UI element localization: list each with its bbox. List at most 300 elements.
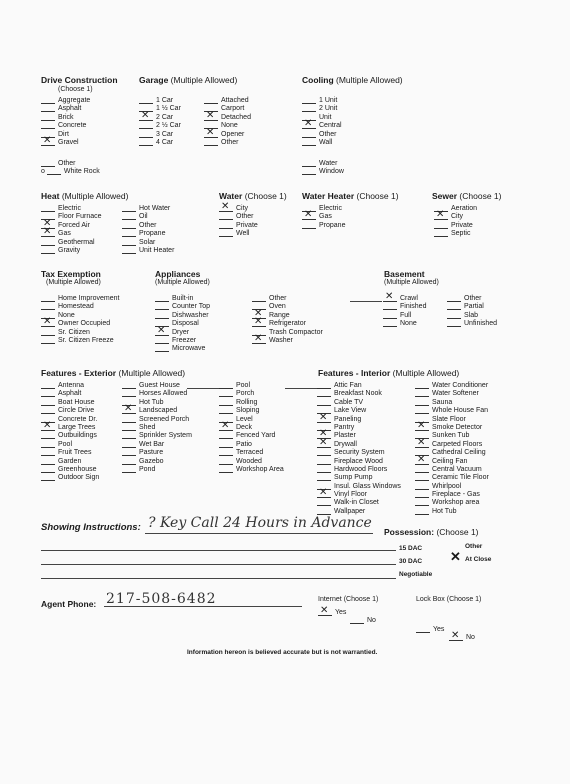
blank-line[interactable] xyxy=(122,382,136,389)
blank-line[interactable] xyxy=(302,131,316,138)
blank-line[interactable] xyxy=(41,474,55,481)
checkbox-item[interactable] xyxy=(41,312,119,320)
item-label: Range xyxy=(269,311,290,319)
checkmark-icon[interactable] xyxy=(41,230,55,237)
checkbox-item[interactable] xyxy=(219,458,284,466)
showing-line-3 xyxy=(41,564,396,565)
blank-line[interactable] xyxy=(415,474,429,481)
checkbox-item[interactable] xyxy=(155,312,210,320)
checkbox-item[interactable] xyxy=(41,432,99,440)
checkbox-item[interactable] xyxy=(302,131,342,139)
checkbox-item[interactable] xyxy=(317,432,401,440)
checkbox-item[interactable] xyxy=(122,449,192,457)
checkmark-icon[interactable] xyxy=(219,424,233,431)
checkbox-item[interactable] xyxy=(415,390,489,398)
blank-line[interactable] xyxy=(317,399,331,406)
blank-line[interactable] xyxy=(204,139,218,146)
blank-line[interactable] xyxy=(41,105,55,112)
checkbox-item[interactable] xyxy=(41,466,99,474)
checkbox-item[interactable] xyxy=(204,114,251,122)
blank-line[interactable] xyxy=(415,399,429,406)
possession-other: Other xyxy=(465,543,483,550)
blank-line[interactable] xyxy=(139,122,153,129)
checkbox-item[interactable] xyxy=(41,449,99,457)
checkbox-item[interactable] xyxy=(415,491,489,499)
checkbox-item[interactable] xyxy=(139,131,181,139)
checkbox-item[interactable] xyxy=(41,303,119,311)
checkbox-item[interactable] xyxy=(41,320,119,328)
checkbox-item[interactable] xyxy=(302,139,342,147)
blank-line[interactable] xyxy=(41,458,55,465)
checkbox-item[interactable] xyxy=(41,382,99,390)
item-label: Hot Tub xyxy=(139,398,164,406)
checkbox-item[interactable] xyxy=(204,139,251,147)
checkbox-item[interactable] xyxy=(383,295,426,303)
blank-line[interactable] xyxy=(155,295,169,302)
checkmark-icon[interactable] xyxy=(122,407,136,414)
checkmark-icon[interactable] xyxy=(317,416,331,423)
checkbox-item[interactable] xyxy=(41,160,100,168)
checkmark-icon[interactable] xyxy=(41,320,55,327)
checkbox-item[interactable] xyxy=(415,432,489,440)
blank-line[interactable] xyxy=(41,407,55,414)
checkbox-item[interactable] xyxy=(252,312,323,320)
blank-line[interactable] xyxy=(41,303,55,310)
checkbox-item[interactable] xyxy=(252,303,323,311)
checkmark-icon[interactable] xyxy=(204,114,218,121)
item-label: Sunken Tub xyxy=(432,432,470,440)
checkbox-item[interactable] xyxy=(317,424,401,432)
blank-line[interactable] xyxy=(317,474,331,481)
blank-line[interactable] xyxy=(252,295,266,302)
blank-line[interactable] xyxy=(415,499,429,506)
checkbox-item[interactable] xyxy=(302,97,342,105)
blank-line[interactable] xyxy=(41,239,55,246)
blank-line[interactable] xyxy=(155,345,169,352)
checkmark-icon[interactable] xyxy=(415,424,429,431)
checkbox-item[interactable] xyxy=(41,407,99,415)
blank-line[interactable] xyxy=(122,449,136,456)
item-label: Lake View xyxy=(334,407,367,415)
checkbox-item[interactable] xyxy=(219,390,284,398)
checkbox-item[interactable] xyxy=(155,345,210,353)
basement-sub: (Multiple Allowed) xyxy=(384,279,439,286)
checkbox-item[interactable] xyxy=(219,449,284,457)
item-label: Gazebo xyxy=(139,457,164,465)
item-label: Greenhouse xyxy=(58,465,97,473)
item-label: Sloping xyxy=(236,407,260,415)
blank-line[interactable] xyxy=(415,491,429,498)
checkbox-item[interactable] xyxy=(317,449,401,457)
item-label: Central Vacuum xyxy=(432,465,482,473)
checkbox-item[interactable] xyxy=(122,399,192,407)
checkbox-item[interactable] xyxy=(302,213,345,221)
checkbox-item[interactable] xyxy=(317,441,401,449)
checkbox-item[interactable] xyxy=(41,474,99,482)
checkbox-item[interactable] xyxy=(122,247,174,255)
checkbox-item[interactable] xyxy=(415,424,489,432)
blank-line[interactable] xyxy=(317,508,331,515)
blank-line[interactable] xyxy=(41,329,55,336)
checkbox-item[interactable] xyxy=(302,105,342,113)
checkmark-icon[interactable] xyxy=(302,122,316,129)
lockbox-no[interactable]: ✕No xyxy=(449,634,570,642)
checkbox-item[interactable] xyxy=(415,441,489,449)
checkbox-item[interactable] xyxy=(219,432,284,440)
checkmark-icon[interactable] xyxy=(317,491,331,498)
blank-line[interactable] xyxy=(415,382,429,389)
checkbox-item[interactable] xyxy=(415,499,489,507)
blank-line[interactable] xyxy=(139,97,153,104)
checkbox-item[interactable] xyxy=(41,390,99,398)
blank-line[interactable] xyxy=(41,295,55,302)
checkbox-item[interactable] xyxy=(41,105,90,113)
checkbox-item[interactable] xyxy=(252,295,323,303)
blank-line[interactable] xyxy=(122,230,136,237)
checkbox-item[interactable] xyxy=(415,407,489,415)
checkbox-item[interactable] xyxy=(447,295,497,303)
blank-line[interactable] xyxy=(122,213,136,220)
checkbox-item[interactable] xyxy=(122,222,174,230)
item-label: 2 Car xyxy=(156,113,174,121)
lockbox-yes[interactable]: Yes xyxy=(416,626,570,634)
checkbox-item[interactable] xyxy=(219,230,258,238)
checkbox-item[interactable] xyxy=(219,222,258,230)
item-label: Hot Tub xyxy=(432,507,457,515)
blank-line[interactable] xyxy=(204,97,218,104)
checkbox-item[interactable] xyxy=(317,483,401,491)
blank-line[interactable] xyxy=(447,320,461,327)
checkbox-item[interactable] xyxy=(122,390,192,398)
item-label: White Rock xyxy=(63,168,100,176)
checkbox-item[interactable] xyxy=(317,416,401,424)
blank-line[interactable] xyxy=(41,390,55,397)
blank-line[interactable] xyxy=(122,458,136,465)
checkmark-icon[interactable] xyxy=(155,329,169,336)
blank-line[interactable] xyxy=(434,230,448,237)
appliances-col2 xyxy=(252,295,323,345)
tax-exemption-title: Tax Exemption xyxy=(41,269,101,279)
lockbox-no-check-icon[interactable] xyxy=(449,634,463,641)
blank-line[interactable] xyxy=(317,458,331,465)
checkmark-icon[interactable] xyxy=(219,205,233,212)
checkbox-item[interactable] xyxy=(41,122,90,130)
checkbox-item[interactable] xyxy=(219,407,284,415)
checkbox-item[interactable] xyxy=(122,239,174,247)
blank-line[interactable] xyxy=(155,303,169,310)
item-label: Sr. Citizen Freeze xyxy=(58,336,114,344)
checkbox-item[interactable] xyxy=(41,114,90,122)
checkbox-item[interactable] xyxy=(41,239,102,247)
checkbox-item[interactable] xyxy=(317,458,401,466)
item-label: Refrigerator xyxy=(269,320,306,328)
checkbox-item[interactable] xyxy=(415,474,489,482)
checkbox-item[interactable] xyxy=(447,303,497,311)
checkbox-item[interactable] xyxy=(252,320,323,328)
blank-line[interactable] xyxy=(41,466,55,473)
checkbox-item[interactable] xyxy=(252,337,323,345)
checkbox-item[interactable] xyxy=(122,213,174,221)
checkbox-item[interactable] xyxy=(155,303,210,311)
checkbox-item[interactable] xyxy=(122,458,192,466)
blank-line[interactable] xyxy=(383,312,397,319)
item-label: Electric xyxy=(58,205,81,212)
item-label: Counter Top xyxy=(172,303,211,311)
checkbox-item[interactable] xyxy=(155,337,210,345)
item-label: Finished xyxy=(400,303,427,311)
checkbox-item[interactable] xyxy=(415,483,489,491)
checkmark-icon[interactable] xyxy=(252,337,266,344)
blank-line[interactable] xyxy=(219,441,233,448)
blank-line[interactable] xyxy=(139,139,153,146)
blank-line[interactable] xyxy=(122,416,136,423)
item-label: Water Conditioner xyxy=(432,382,489,389)
item-label: Whole House Fan xyxy=(432,407,489,415)
blank-line[interactable] xyxy=(302,222,316,229)
checkbox-item[interactable] xyxy=(41,205,102,213)
checkbox-item[interactable] xyxy=(41,295,119,303)
blank-line[interactable] xyxy=(302,168,316,175)
checkbox-item[interactable] xyxy=(317,399,401,407)
checkbox-item[interactable] xyxy=(317,407,401,415)
checkmark-icon[interactable] xyxy=(434,213,448,220)
blank-line[interactable] xyxy=(155,312,169,319)
possession-at-close-check-icon[interactable]: ✕ xyxy=(450,549,461,564)
blank-line[interactable] xyxy=(415,407,429,414)
checkbox-item[interactable] xyxy=(317,466,401,474)
checkmark-icon[interactable] xyxy=(41,139,55,146)
blank-line[interactable] xyxy=(219,222,233,229)
internet-no[interactable]: No xyxy=(350,617,570,625)
item-label: Attached xyxy=(221,97,249,104)
blank-line[interactable] xyxy=(415,390,429,397)
blank-line[interactable] xyxy=(219,449,233,456)
showing-instructions-handwritten: ? Key Call 24 Hours in Advance xyxy=(148,515,372,531)
item-label: 1 Car xyxy=(156,97,174,104)
blank-line[interactable] xyxy=(41,432,55,439)
blank-line[interactable] xyxy=(122,390,136,397)
checkbox-item[interactable] xyxy=(302,222,345,230)
item-label: Large Trees xyxy=(58,423,96,431)
checkbox-item[interactable] xyxy=(122,432,192,440)
checkbox-item[interactable] xyxy=(415,466,489,474)
item-label: Aggregate xyxy=(58,97,91,104)
checkbox-item[interactable] xyxy=(41,424,99,432)
blank-line[interactable] xyxy=(219,230,233,237)
checkbox-item[interactable] xyxy=(415,508,489,516)
item-label: Level xyxy=(236,415,253,423)
blank-line[interactable] xyxy=(447,295,461,302)
blank-line[interactable] xyxy=(122,441,136,448)
checkbox-item[interactable] xyxy=(219,213,258,221)
checkbox-item[interactable] xyxy=(415,382,489,390)
blank-line[interactable] xyxy=(415,483,429,490)
checkbox-item[interactable] xyxy=(41,230,102,238)
checkbox-item[interactable] xyxy=(317,499,401,507)
blank-line[interactable] xyxy=(122,239,136,246)
checkbox-item[interactable] xyxy=(122,205,174,213)
checkbox-item[interactable] xyxy=(302,160,344,168)
checkbox-item[interactable] xyxy=(317,390,401,398)
blank-line[interactable] xyxy=(41,97,55,104)
checkbox-item[interactable] xyxy=(383,303,426,311)
item-label: Concrete Dr. xyxy=(58,415,98,423)
checkbox-item[interactable] xyxy=(41,458,99,466)
item-label: Rolling xyxy=(236,398,258,406)
blank-line[interactable] xyxy=(415,508,429,515)
checkbox-item[interactable] xyxy=(219,399,284,407)
blank-line[interactable] xyxy=(317,499,331,506)
checkbox-item[interactable] xyxy=(139,114,181,122)
blank-line[interactable] xyxy=(219,432,233,439)
checkbox-item[interactable] xyxy=(317,474,401,482)
checkbox-item[interactable] xyxy=(434,230,477,238)
checkbox-item[interactable] xyxy=(317,382,401,390)
blank-line[interactable] xyxy=(219,466,233,473)
checkbox-item[interactable] xyxy=(434,222,477,230)
item-label: Owner Occupied xyxy=(58,320,111,328)
blank-line[interactable] xyxy=(219,390,233,397)
blank-line[interactable] xyxy=(317,466,331,473)
blank-line[interactable] xyxy=(41,114,55,121)
appliances-title: Appliances xyxy=(155,269,201,279)
blank-line[interactable] xyxy=(219,382,233,389)
cooling-title: Cooling (Multiple Allowed) xyxy=(302,75,403,85)
checkbox-item[interactable] xyxy=(122,407,192,415)
checkbox-item[interactable] xyxy=(383,312,426,320)
blank-line[interactable] xyxy=(139,131,153,138)
blank-line[interactable] xyxy=(302,160,316,167)
blank-line[interactable] xyxy=(41,441,55,448)
blank-line[interactable] xyxy=(415,466,429,473)
checkbox-item[interactable] xyxy=(302,168,344,176)
checkbox-item[interactable] xyxy=(219,205,258,213)
blank-line[interactable] xyxy=(302,105,316,112)
item-label: Horses Allowed xyxy=(139,390,188,398)
blank-line[interactable] xyxy=(122,247,136,254)
checkbox-item[interactable] xyxy=(447,320,497,328)
checkmark-icon[interactable] xyxy=(139,114,153,121)
checkbox-item[interactable] xyxy=(219,424,284,432)
blank-line[interactable] xyxy=(41,382,55,389)
checkmark-icon[interactable] xyxy=(252,320,266,327)
blank-line[interactable] xyxy=(155,337,169,344)
checkmark-icon[interactable] xyxy=(383,295,397,302)
blank-line[interactable] xyxy=(41,160,55,167)
checkbox-item[interactable] xyxy=(434,213,477,221)
checkbox-item[interactable] xyxy=(415,449,489,457)
checkbox-item[interactable] xyxy=(41,337,119,345)
checkbox-item[interactable] xyxy=(41,399,99,407)
blank-line[interactable] xyxy=(41,247,55,254)
item-label: Oven xyxy=(269,303,286,311)
item-label: Ceiling Fan xyxy=(432,457,468,465)
checkmark-icon[interactable] xyxy=(204,131,218,138)
internet-yes-check-icon[interactable] xyxy=(318,609,332,616)
checkbox-item[interactable] xyxy=(122,416,192,424)
blank-line[interactable] xyxy=(219,458,233,465)
blank-line[interactable] xyxy=(219,213,233,220)
checkmark-icon[interactable] xyxy=(415,441,429,448)
blank-line[interactable] xyxy=(434,222,448,229)
blank-line[interactable] xyxy=(447,303,461,310)
checkbox-item[interactable] xyxy=(122,441,192,449)
tax-exemption-list xyxy=(41,295,119,345)
item-label: Insul. Glass Windows xyxy=(334,482,401,490)
item-label: Crawl xyxy=(400,295,418,302)
blank-line[interactable] xyxy=(317,382,331,389)
checkbox-item[interactable] xyxy=(139,139,181,147)
internet-yes[interactable]: ✕Yes xyxy=(318,609,570,617)
blank-line[interactable] xyxy=(41,449,55,456)
checkmark-icon[interactable] xyxy=(415,458,429,465)
blank-line[interactable] xyxy=(317,390,331,397)
features-interior-col1 xyxy=(317,382,401,516)
blank-line[interactable] xyxy=(302,97,316,104)
checkbox-item[interactable] xyxy=(41,329,119,337)
blank-line[interactable] xyxy=(41,205,55,212)
checkmark-icon[interactable] xyxy=(302,213,316,220)
blank-line[interactable] xyxy=(122,466,136,473)
checkmark-icon[interactable] xyxy=(41,424,55,431)
checkbox-item[interactable] xyxy=(41,441,99,449)
checkmark-icon[interactable] xyxy=(317,441,331,448)
checkbox-item[interactable] xyxy=(219,441,284,449)
blank-line[interactable] xyxy=(219,407,233,414)
checkbox-item[interactable] xyxy=(383,320,426,328)
checkbox-item[interactable] xyxy=(139,122,181,130)
blank-line[interactable] xyxy=(41,399,55,406)
blank-line[interactable] xyxy=(47,168,61,175)
checkbox-item[interactable] xyxy=(415,399,489,407)
checkbox-item[interactable] xyxy=(302,122,342,130)
checkbox-item[interactable] xyxy=(155,295,210,303)
blank-line[interactable] xyxy=(122,424,136,431)
checkbox-item[interactable] xyxy=(122,424,192,432)
blank-line[interactable] xyxy=(41,337,55,344)
checkbox-item[interactable] xyxy=(41,168,100,176)
blank-line[interactable] xyxy=(302,139,316,146)
blank-line[interactable] xyxy=(122,432,136,439)
checkbox-item[interactable] xyxy=(219,466,284,474)
blank-line[interactable] xyxy=(383,320,397,327)
blank-line[interactable] xyxy=(219,399,233,406)
checkbox-item[interactable] xyxy=(415,416,489,424)
blank-line[interactable] xyxy=(447,312,461,319)
blank-line[interactable] xyxy=(122,205,136,212)
checkbox-item[interactable] xyxy=(219,382,284,390)
checkbox-item[interactable] xyxy=(317,491,401,499)
checkbox-item[interactable] xyxy=(41,97,90,105)
checkbox-item[interactable] xyxy=(122,382,192,390)
checkbox-item[interactable] xyxy=(122,230,174,238)
checkbox-item[interactable] xyxy=(415,458,489,466)
checkbox-item[interactable] xyxy=(155,329,210,337)
checkbox-item[interactable] xyxy=(122,466,192,474)
checkbox-item[interactable] xyxy=(41,247,102,255)
blank-line[interactable] xyxy=(317,449,331,456)
item-label: Fireplace Wood xyxy=(334,457,383,465)
checkbox-item[interactable] xyxy=(252,329,323,337)
checkbox-item[interactable] xyxy=(204,131,251,139)
item-label: Slate Floor xyxy=(432,415,466,423)
checkbox-item[interactable] xyxy=(41,139,90,147)
blank-line[interactable] xyxy=(122,222,136,229)
checkbox-item[interactable] xyxy=(204,97,251,105)
blank-line[interactable] xyxy=(383,303,397,310)
blank-line[interactable] xyxy=(41,122,55,129)
checkbox-item[interactable] xyxy=(447,312,497,320)
